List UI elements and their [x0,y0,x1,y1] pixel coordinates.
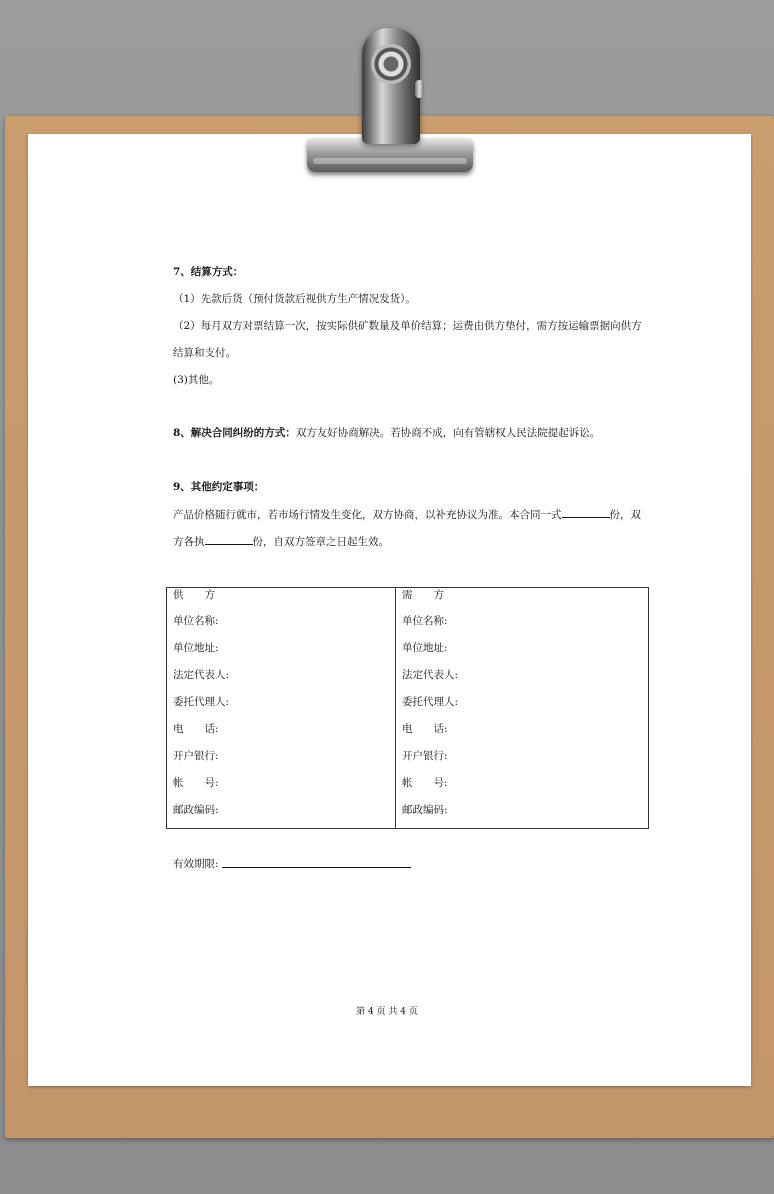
section-9-text-2b: 份，自双方签章之日起生效。 [252,536,389,548]
table-divider [395,588,396,828]
supplier-field-bank: 开户银行: [173,750,219,762]
supplier-field-address: 单位地址: [173,642,219,654]
supplier-field-postcode: 邮政编码: [173,804,219,816]
buyer-field-company: 单位名称: [402,615,448,627]
section-7-item-3: (3)其他。 [173,374,220,386]
buyer-field-phone: 电 话: [402,723,448,735]
section-7-item-2: （2）每月双方对票结算一次，按实际供矿数量及单价结算；运费由供方垫付，需方按运输票据向供方 [173,320,642,332]
section-8-heading: 8、解决合同纠纷的方式： [173,427,296,439]
section-7-item-1: （1）先款后货（预付货款后视供方生产情况发货）。 [173,293,416,305]
copies-blank [562,507,610,518]
each-holds-blank [205,534,253,545]
section-9-line-1 [173,507,641,522]
validity-blank [222,867,411,868]
supplier-field-account: 帐 号: [173,777,219,789]
section-9-text-1a: 产品价格随行就市，若市场行情发生变化，双方协商，以补充协议为准。本合同一式 [173,509,562,521]
validity-label: 有效期限: [173,858,219,870]
buyer-field-legal-rep: 法定代表人: [402,669,459,681]
supplier-field-phone: 电 话: [173,723,219,735]
section-9-text-2a: 方各执 [173,536,205,548]
buyer-field-postcode: 邮政编码: [402,804,448,816]
section-7-heading: 7、结算方式： [173,266,244,278]
supplier-field-company: 单位名称: [173,615,219,627]
section-9-line-2 [173,534,389,549]
section-8-text: 双方友好协商解决。若协商不成，向有管辖权人民法院提起诉讼。 [295,427,601,439]
buyer-field-address: 单位地址: [402,642,448,654]
supplier-field-agent: 委托代理人: [173,696,230,708]
page-number: 第 4 页 共 4 页 [356,1007,418,1017]
section-8-line [173,426,600,440]
section-9-heading: 9、其他约定事项： [173,481,265,493]
buyer-field-bank: 开户银行: [402,750,448,762]
buyer-field-account: 帐 号: [402,777,448,789]
supplier-header: 供 方 [173,589,215,601]
signature-table [166,587,649,829]
buyer-header: 需 方 [402,589,444,601]
section-9-text-1b: 份，双 [609,509,641,521]
buyer-field-agent: 委托代理人: [402,696,459,708]
section-7-item-2-cont: 结算和支付。 [173,347,236,359]
supplier-field-legal-rep: 法定代表人: [173,669,230,681]
